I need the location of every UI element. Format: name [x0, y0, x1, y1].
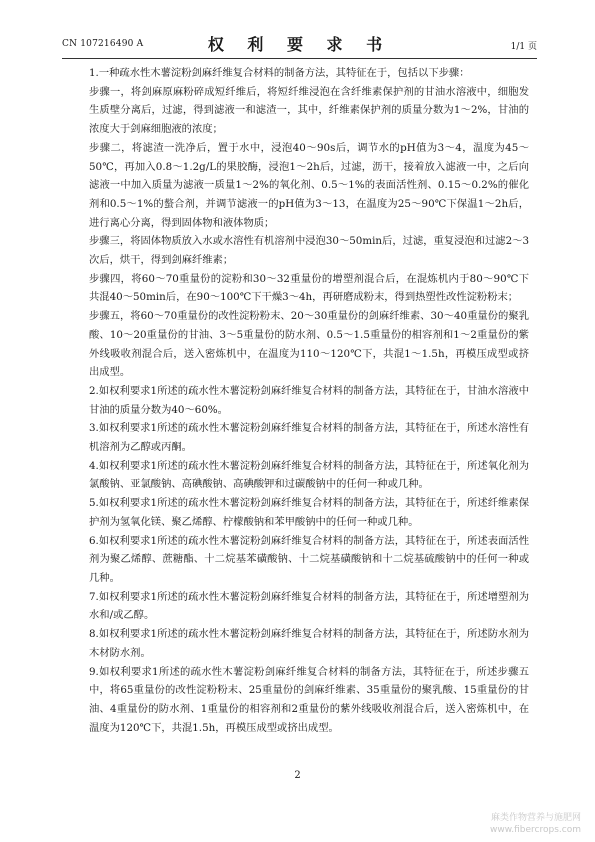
header-divider	[62, 58, 537, 59]
claim-9: 9.如权利要求1所述的疏水性木薯淀粉剑麻纤维复合材料的制备方法，其特征在于，所述步骤五中，将65重量份的改性淀粉粉末、25重量份的剑麻纤维素、35重量份的聚乳酸、15重量份的甘油、4重量份的防水剂、1重量份的相容剂和2重量份的紫外线吸收剂混合后，送入密炼机中，在温度为120℃下，共混1.5h，再模压成型或挤出成型。	[89, 665, 529, 734]
watermark-line-1: 麻类作物营养与施肥网	[490, 813, 581, 823]
claim-1-step-5: 步骤五，将60～70重量份的改性淀粉粉末、20～30重量份的剑麻纤维素、30～40重量份的聚乳酸、10～20重量份的甘油、3～5重量份的防水剂、0.5～1.5重量份的相容剂和1～2重量份的紫外线吸收剂混合后，送入密炼机中，在温度为110～120℃下，共混1～1.5h，再模压成型或挤出成型。	[89, 310, 529, 379]
claim-8: 8.如权利要求1所述的疏水性木薯淀粉剑麻纤维复合材料的制备方法，其特征在于，所述防水剂为木材防水剂。	[89, 628, 529, 659]
claim-4: 4.如权利要求1所述的疏水性木薯淀粉剑麻纤维复合材料的制备方法，其特征在于，所述氧化剂为氯酸钠、亚氯酸钠、高碘酸钠、高碘酸钾和过碳酸钠中的任何一种或几种。	[89, 459, 529, 491]
page-header	[62, 30, 537, 56]
claims-body	[89, 64, 529, 737]
claim-7: 7.如权利要求1所述的疏水性木薯淀粉剑麻纤维复合材料的制备方法，其特征在于，所述增塑剂为水和/或乙醇。	[89, 590, 529, 622]
claim-1-step-4: 步骤四，将60～70重量份的淀粉和30～32重量份的增塑剂混合后，在混炼机内于80～90℃下共混40～50min后，在90～100℃下干燥3～4h，再研磨成粉末，得到热塑性改性淀粉粉末；	[89, 272, 529, 304]
claim-2: 2.如权利要求1所述的疏水性木薯淀粉剑麻纤维复合材料的制备方法，其特征在于，甘油水溶液中甘油的质量分数为40～60%。	[89, 384, 529, 416]
page-label: 1/1 页	[510, 42, 537, 52]
claim-1-step-3: 步骤三，将固体物质放入水或水溶性有机溶剂中浸泡30～50min后，过滤，重复浸泡和过滤2～3次后，烘干，得到剑麻纤维素；	[89, 235, 529, 267]
watermark	[431, 812, 581, 836]
watermark-line-2: www.fibercrops.com	[490, 825, 581, 835]
claim-6: 6.如权利要求1所述的疏水性木薯淀粉剑麻纤维复合材料的制备方法，其特征在于，所述表面活性剂为聚乙烯醇、蔗糖酯、十二烷基苯磺酸钠、十二烷基磺酸钠和十二烷基硫酸钠中的任何一种或几种。	[89, 534, 529, 584]
page-title: 权 利 要 求 书	[207, 35, 392, 54]
doc-number: CN 107216490 A	[62, 39, 144, 49]
claim-5: 5.如权利要求1所述的疏水性木薯淀粉剑麻纤维复合材料的制备方法，其特征在于，所述纤维素保护剂为氢氧化镁、聚乙烯醇、柠檬酸钠和苯甲酸钠中的任何一种或几种。	[89, 497, 529, 528]
claim-1-intro: 1.一种疏水性木薯淀粉剑麻纤维复合材料的制备方法，其特征在于，包括以下步骤：	[89, 67, 470, 79]
claim-1-step-2: 步骤二，将滤渣一洗净后，置于水中，浸泡40～90s后，调节水的pH值为3～4，温度为45～50℃，再加入0.8～1.2g/L的果胶酶，浸泡1～2h后，过滤，沥干，接着放入滤液一中，之后向滤液一中加入质量为滤液一质量1～2%的氧化剂、0.5～1%的表面活性剂、0.15～0.2%的催化剂和0.5～1%的螯合剂，并调节滤液一的pH值为3～13，在温度为25～90℃下保温1～2h后，进行离心分离，得到固体物和液体物质；	[89, 141, 529, 229]
claim-1-step-1: 步骤一，将剑麻原麻粉碎成短纤维后，将短纤维浸泡在含纤维素保护剂的甘油水溶液中，细胞发生质壁分离后，过滤，得到滤液一和滤渣一，其中，纤维素保护剂的质量分数为1～2%，甘油的浓度大于剑麻细胞液的浓度；	[89, 85, 529, 136]
claim-3: 3.如权利要求1所述的疏水性木薯淀粉剑麻纤维复合材料的制备方法，其特征在于，所述水溶性有机溶剂为乙醇或丙酮。	[89, 422, 529, 454]
page-number: 2	[294, 770, 301, 781]
